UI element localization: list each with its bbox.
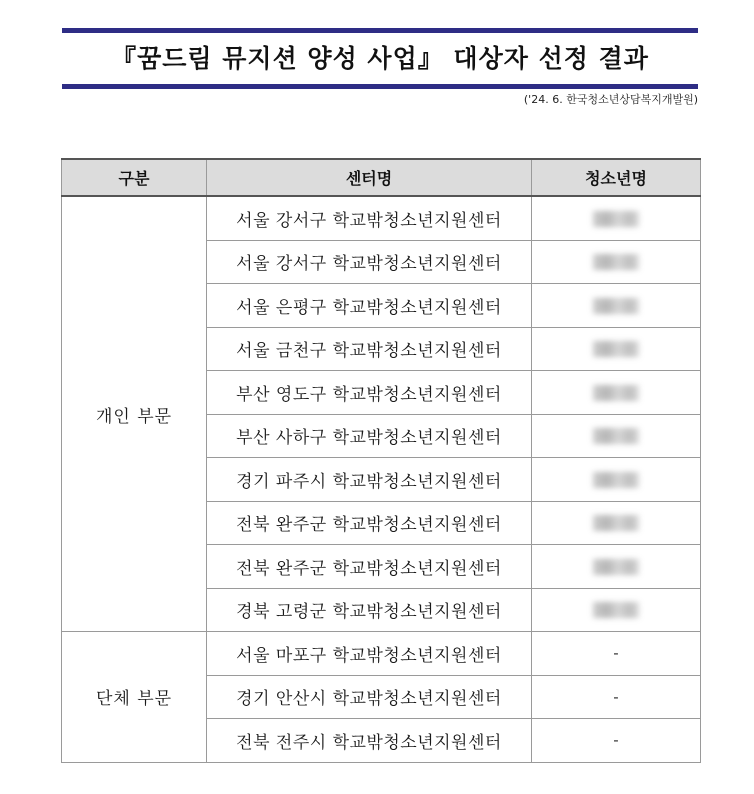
masked-name	[593, 515, 639, 531]
center-name-cell: 부산 사하구 학교밖청소년지원센터	[207, 414, 532, 458]
center-name-cell: 전북 전주시 학교밖청소년지원센터	[207, 719, 532, 763]
center-name-cell: 서울 은평구 학교밖청소년지원센터	[207, 284, 532, 328]
header-youth-name: 청소년명	[532, 159, 701, 196]
center-name-cell: 전북 완주군 학교밖청소년지원센터	[207, 545, 532, 589]
center-name-cell: 경기 안산시 학교밖청소년지원센터	[207, 675, 532, 719]
empty-dash: -	[613, 687, 619, 706]
masked-name	[593, 559, 639, 575]
center-name-cell: 서울 강서구 학교밖청소년지원센터	[207, 196, 532, 240]
masked-name	[593, 428, 639, 444]
youth-name-cell	[532, 196, 701, 240]
table-row	[62, 632, 701, 676]
table-header-row	[62, 159, 701, 196]
title-top-rule	[62, 28, 698, 33]
header-category: 구분	[62, 159, 207, 196]
masked-name	[593, 602, 639, 618]
table-row	[62, 196, 701, 240]
category-group: 단체 부문	[62, 632, 207, 763]
center-name-cell: 서울 강서구 학교밖청소년지원센터	[207, 240, 532, 284]
center-name-cell: 서울 마포구 학교밖청소년지원센터	[207, 632, 532, 676]
selection-result-table	[61, 158, 701, 763]
empty-dash: -	[613, 644, 619, 663]
header-center-name: 센터명	[207, 159, 532, 196]
youth-name-cell	[532, 545, 701, 589]
masked-name	[593, 298, 639, 314]
center-name-cell: 전북 완주군 학교밖청소년지원센터	[207, 501, 532, 545]
center-name-cell: 서울 금천구 학교밖청소년지원센터	[207, 327, 532, 371]
youth-name-cell	[532, 284, 701, 328]
youth-name-cell	[532, 414, 701, 458]
youth-name-cell	[532, 719, 701, 763]
youth-name-cell	[532, 632, 701, 676]
document-title: 『꿈드림 뮤지션 양성 사업』 대상자 선정 결과	[111, 44, 649, 73]
title-bottom-rule	[62, 84, 698, 89]
center-name-cell: 부산 영도구 학교밖청소년지원센터	[207, 371, 532, 415]
youth-name-cell	[532, 371, 701, 415]
youth-name-cell	[532, 458, 701, 502]
center-name-cell: 경북 고령군 학교밖청소년지원센터	[207, 588, 532, 632]
youth-name-cell	[532, 675, 701, 719]
youth-name-cell	[532, 501, 701, 545]
masked-name	[593, 211, 639, 227]
masked-name	[593, 472, 639, 488]
masked-name	[593, 341, 639, 357]
category-individual: 개인 부문	[62, 196, 207, 632]
empty-dash: -	[613, 731, 619, 750]
source-note: ('24. 6. 한국청소년상담복지개발원)	[523, 93, 698, 106]
youth-name-cell	[532, 240, 701, 284]
youth-name-cell	[532, 327, 701, 371]
youth-name-cell	[532, 588, 701, 632]
masked-name	[593, 254, 639, 270]
center-name-cell: 경기 파주시 학교밖청소년지원센터	[207, 458, 532, 502]
masked-name	[593, 385, 639, 401]
